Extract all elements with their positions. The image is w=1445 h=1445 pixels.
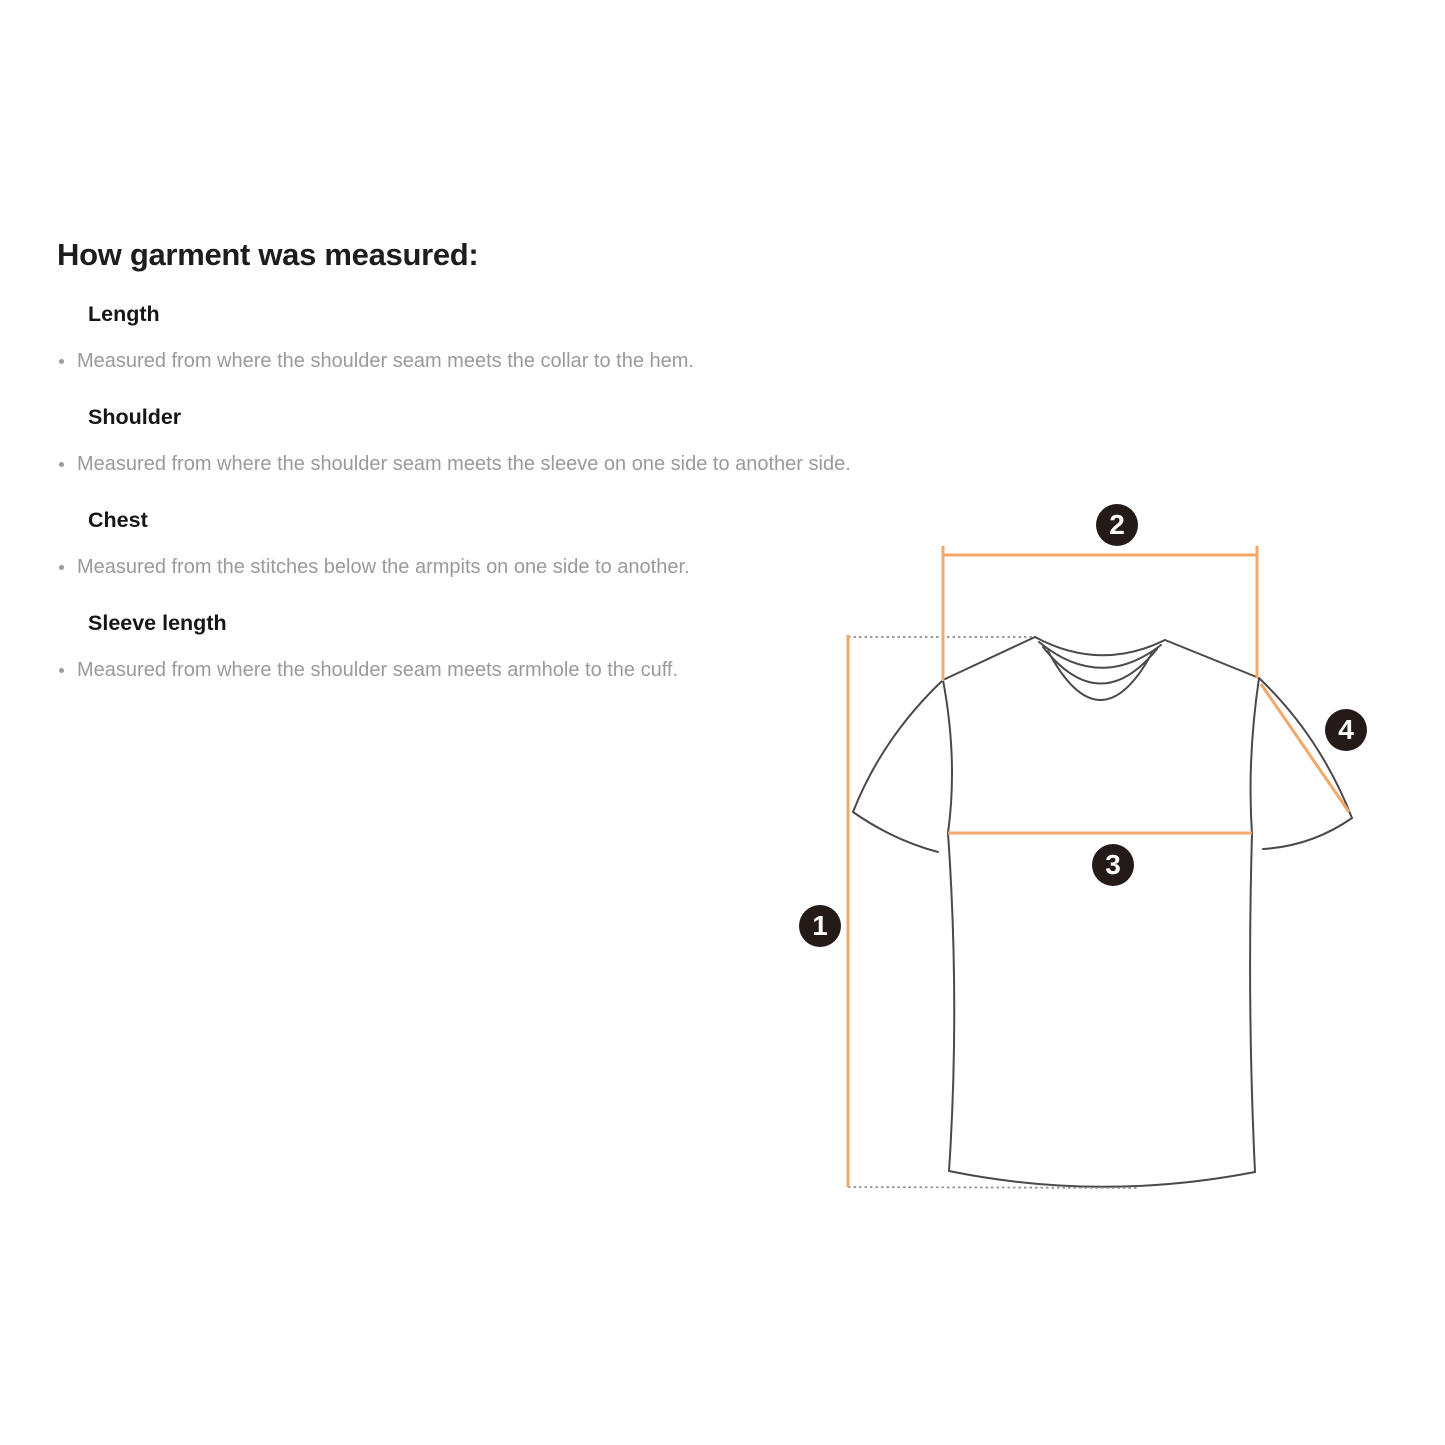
right-side-seam — [1250, 834, 1255, 1172]
section-heading-length: Length — [88, 302, 160, 326]
marker-2-label: 2 — [1109, 509, 1125, 540]
section-length — [57, 302, 1017, 374]
left-side-seam — [948, 833, 954, 1171]
marker-3-label: 3 — [1105, 849, 1121, 880]
right-armhole-seam — [1251, 678, 1259, 834]
collar-arc-3 — [1043, 647, 1157, 684]
bullet-text-length: Measured from where the shoulder seam meets the collar to the hem. — [77, 350, 694, 372]
bullet-text-shoulder: Measured from where the shoulder seam meets the sleeve on one side to another side. — [77, 453, 851, 475]
marker-2-shoulder — [1096, 504, 1138, 546]
marker-1-label: 1 — [812, 910, 828, 941]
hem-curve — [949, 1171, 1255, 1187]
bullet-text-chest: Measured from the stitches below the armpits on one side to another. — [77, 556, 690, 578]
left-shoulder-seam — [943, 637, 1035, 680]
right-shoulder-seam — [1165, 640, 1259, 678]
right-sleeve-cuff — [1263, 818, 1352, 849]
left-sleeve-cuff — [853, 812, 938, 852]
bullet-icon — [59, 668, 64, 673]
section-heading-sleeve-length: Sleeve length — [88, 611, 227, 635]
left-sleeve-outer-edge — [853, 680, 943, 812]
bullet-icon — [59, 462, 64, 467]
bullet-item — [59, 349, 1017, 374]
bullet-icon — [59, 359, 64, 364]
tshirt-measurement-diagram — [780, 470, 1440, 1240]
section-heading-shoulder: Shoulder — [88, 405, 182, 429]
section-shoulder — [57, 405, 1017, 477]
bullet-text-sleeve-length: Measured from where the shoulder seam meets armhole to the cuff. — [77, 659, 679, 681]
marker-4-sleeve — [1325, 709, 1367, 751]
left-armhole-seam — [943, 680, 952, 833]
bullet-icon — [59, 565, 64, 570]
marker-4-label: 4 — [1338, 714, 1354, 745]
dotted-guide-lines — [848, 637, 1137, 1188]
section-heading-chest: Chest — [88, 508, 148, 532]
marker-3-chest — [1092, 844, 1134, 886]
tshirt-outline — [853, 637, 1352, 1187]
marker-1-length — [799, 905, 841, 947]
page-title: How garment was measured: — [57, 237, 479, 272]
